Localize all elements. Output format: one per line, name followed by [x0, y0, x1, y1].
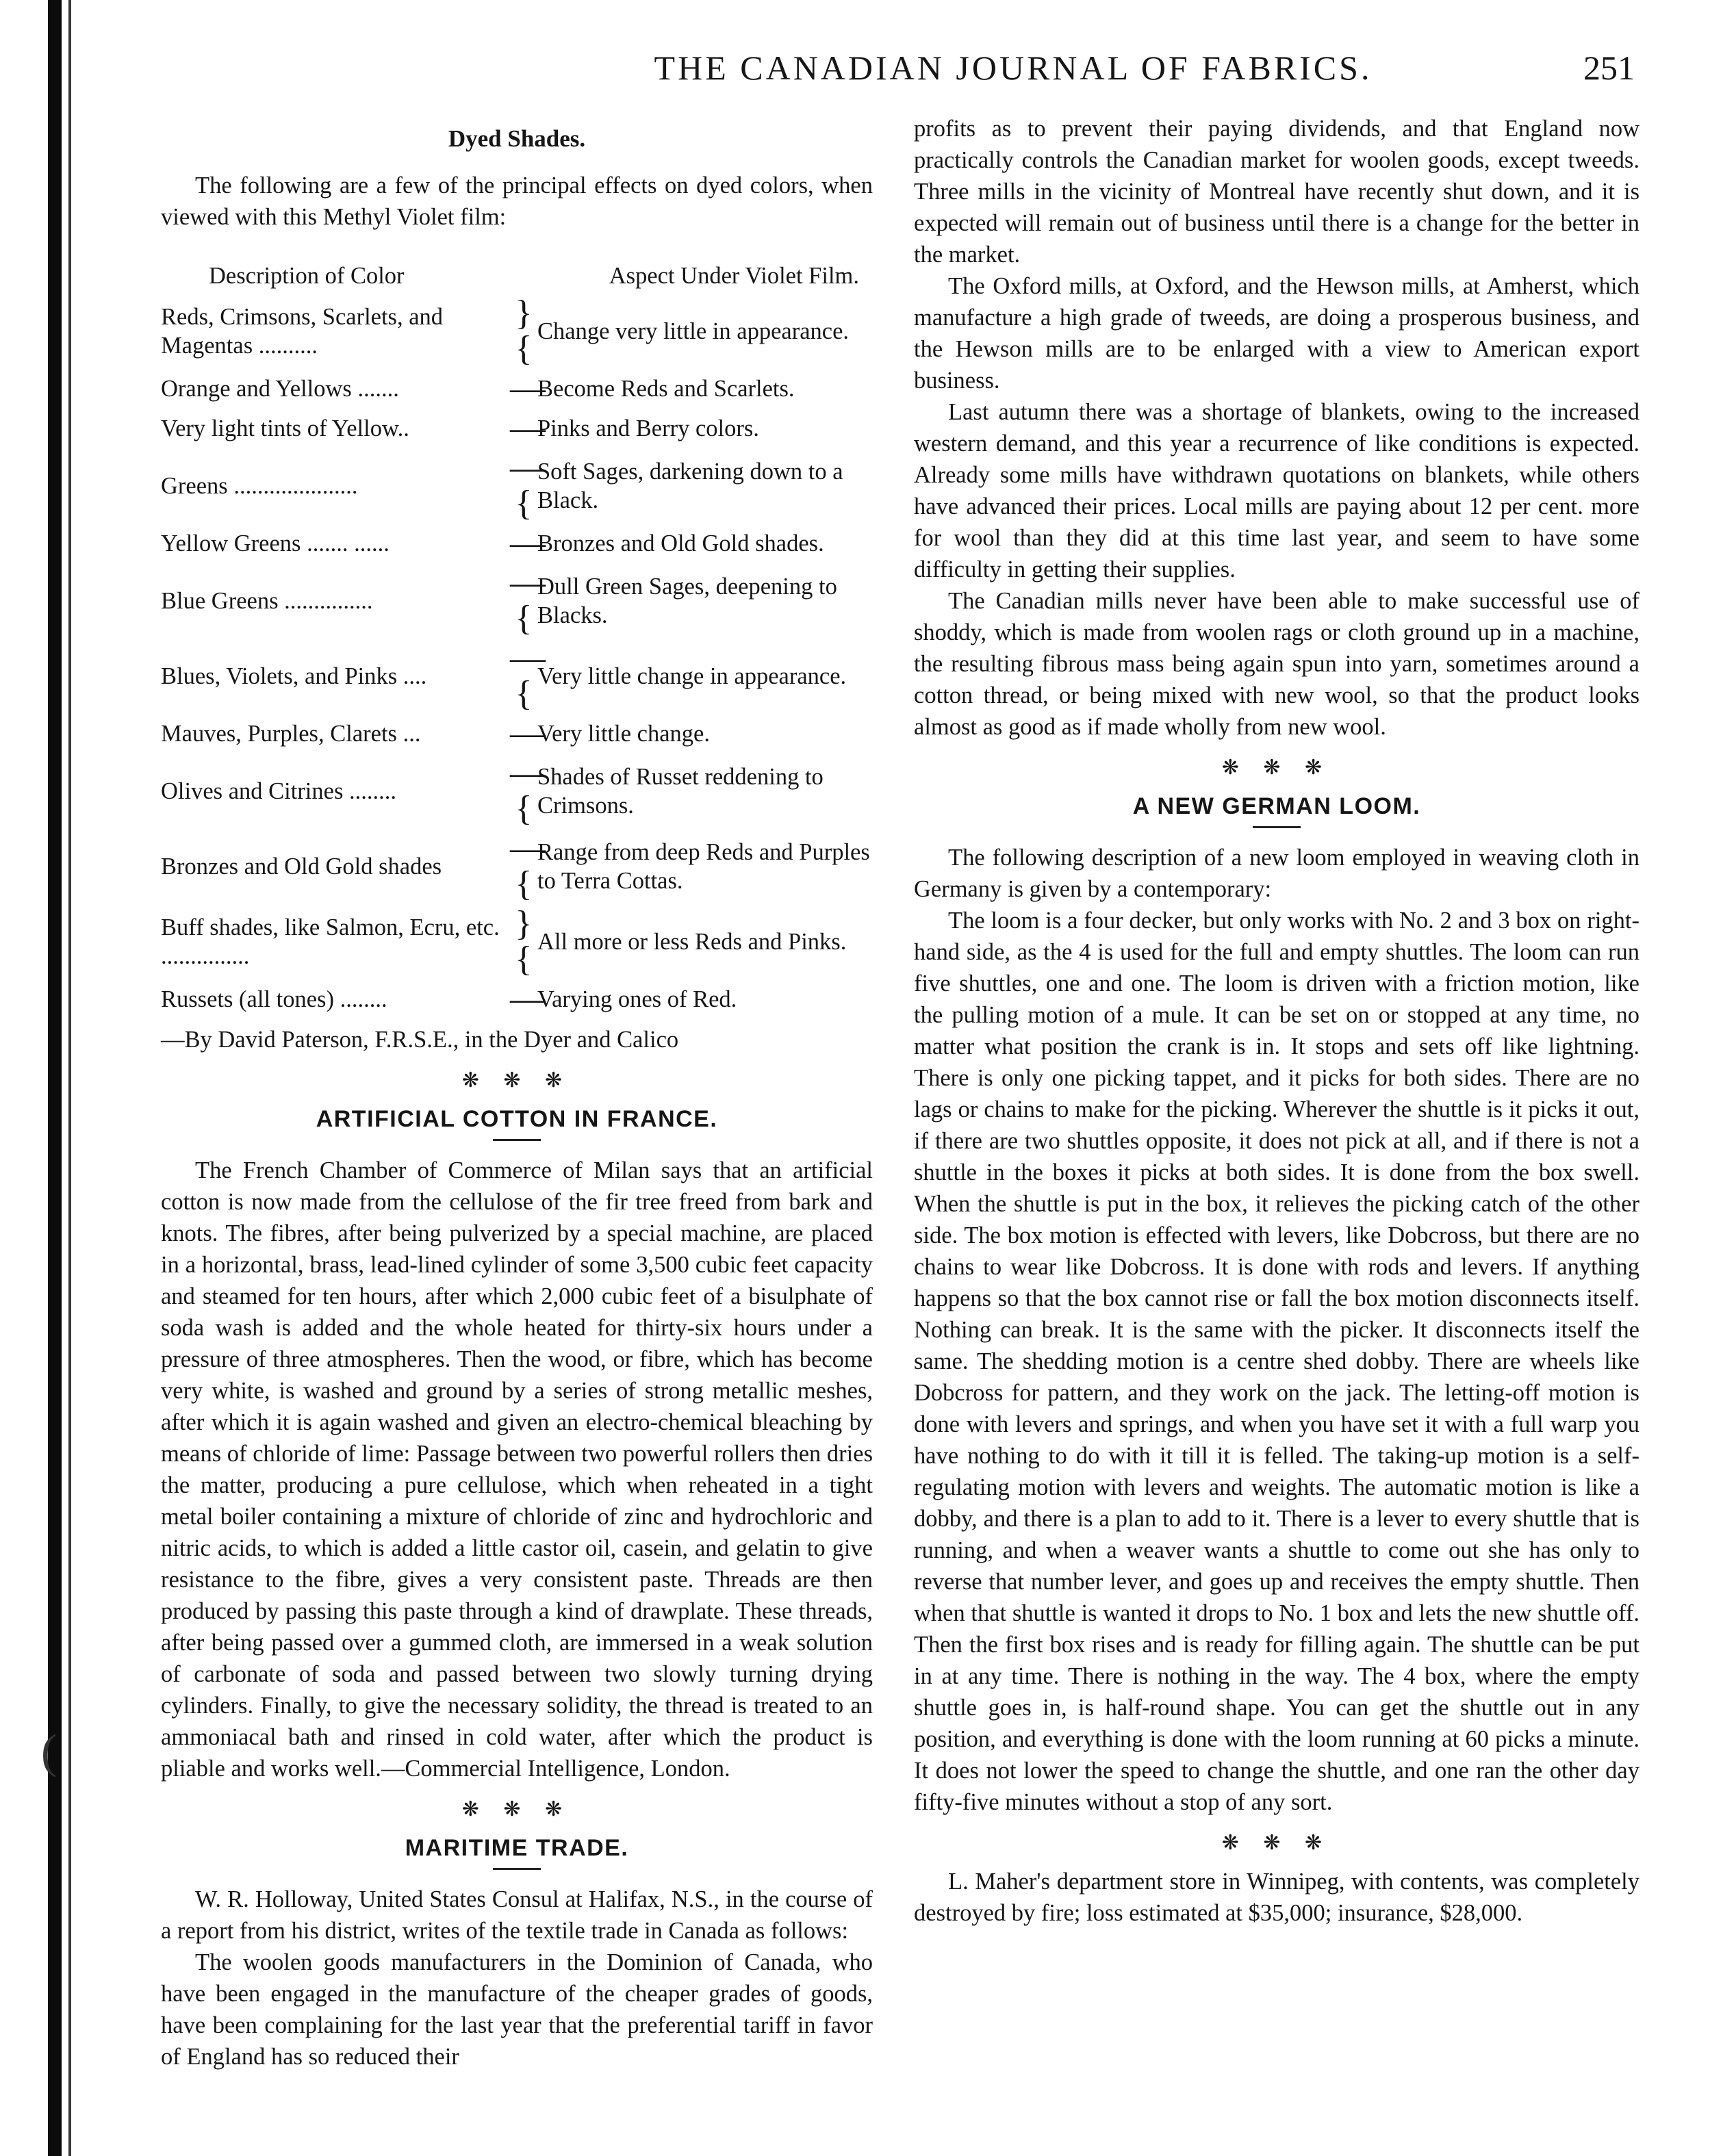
dye-aspect: Become Reds and Scarlets. — [537, 376, 795, 402]
title-rule — [1253, 826, 1301, 828]
maritime-trade-p1: W. R. Holloway, United States Consul at Halifax, N.S., in the course of a report from his district, writes of the textile trade in Canada as follows: — [161, 1886, 873, 1944]
dye-color: Bronzes and Old Gold shades — [161, 854, 442, 880]
section-ornament: ❋ ❋ ❋ — [1221, 1832, 1332, 1854]
dye-row — [161, 450, 873, 522]
dye-aspect: Bronzes and Old Gold shades. — [537, 530, 824, 556]
artificial-cotton-title: ARTIFICIAL COTTON IN FRANCE. — [316, 1106, 718, 1132]
dash-icon: — — [510, 714, 546, 753]
maritime-trade-p5: Last autumn there was a shortage of blankets, owing to the increased western demand, and this year a recurrence of like conditions is expected. Already some mills have withdrawn quotations on blankets, while others have advanced their prices. Local mills are paying about 12 per cent. more for wool than they did at this time last year, and seem to have some difficulty in getting their supplies. — [914, 399, 1639, 582]
fire-notice: L. Maher's department store in Winnipeg, with contents, was completely destroyed by fire; loss estimated at $35,000; insurance, $28,000. — [914, 1869, 1639, 1926]
dye-aspect: All more or less Reds and Pinks. — [537, 929, 847, 955]
dye-row — [161, 565, 873, 637]
dye-table-header — [168, 260, 873, 292]
dye-color: Blues, Violets, and Pinks .... — [161, 663, 427, 689]
page-number: 251 — [1583, 49, 1635, 87]
dye-aspect: Very little change. — [537, 721, 710, 747]
brace-icon: —{ — [510, 639, 546, 713]
section-ornament: ❋ ❋ ❋ — [461, 1069, 572, 1092]
brace-icon: —{ — [510, 448, 546, 523]
dye-color: Very light tints of Yellow.. — [161, 415, 409, 441]
dye-header-color: Description of Color — [209, 263, 405, 289]
title-rule — [493, 1139, 541, 1141]
brace-icon: —{ — [510, 829, 546, 903]
dash-icon: — — [510, 369, 546, 408]
brace-icon: }{ — [515, 294, 533, 368]
dash-icon: — — [510, 979, 546, 1018]
dye-color: Orange and Yellows ....... — [161, 376, 399, 402]
title-rule — [493, 1868, 541, 1870]
dye-row — [161, 641, 873, 712]
dye-aspect: Range from deep Reds and Purples to Terra Cottas. — [537, 839, 870, 894]
left-margin-rule — [48, 0, 62, 2156]
dye-aspect: Varying ones of Red. — [537, 986, 737, 1012]
dyed-shades-attribution: —By David Paterson, F.R.S.E., in the Dyer and Calico — [161, 1027, 679, 1053]
dye-row — [161, 526, 873, 561]
dyed-shades-title: Dyed Shades. — [448, 125, 586, 152]
section-ornament: ❋ ❋ ❋ — [1221, 756, 1332, 779]
dye-color: Buff shades, like Salmon, Ecru, etc. ............... — [161, 914, 500, 969]
dye-row — [161, 716, 873, 752]
dye-header-aspect: Aspect Under Violet Film. — [609, 263, 859, 289]
dye-color: Greens ..................... — [161, 473, 358, 499]
section-ornament: ❋ ❋ ❋ — [461, 1798, 572, 1821]
dye-color: Olives and Citrines ........ — [161, 778, 397, 804]
maritime-trade-title: MARITIME TRADE. — [405, 1835, 629, 1861]
brace-icon: —{ — [510, 754, 546, 828]
dye-color: Reds, Crimsons, Scarlets, and Magentas .......... — [161, 304, 444, 359]
artificial-cotton-body: The French Chamber of Commerce of Milan says that an artificial cotton is now made from the cellulose of the fir tree freed from bark and knots. The fibres, after being pulverized by a special machine, are placed in a horizontal, brass, lead-lined cylinder of some 3,500 cubic feet capacity and steamed for ten hours, after which 2,000 cubic feet of a bisulphate of soda wash is added and the whole heated for thirty-six hours under a pressure of three atmospheres. Then the wood, or fibre, which has become very white, is washed and ground by a series of strong metallic meshes, after which it is again washed and given an electro-chemical bleaching by means of chloride of lime: Passage between two powerful rollers then dries the matter, producing a pure cellulose, which when reheated in a tight metal boiler containing a mixture of chloride of zinc and hydrochloric and nitric acids, to which is added a little castor oil, casein, and gelatin to give resistance to the fibre, gives a very consistent paste. Threads are then produced by passing this paste through a kind of drawplate. These threads, after being passed over a gummed cloth, are immersed in a weak solution of carbonate of soda and passed between two slowly turning drying cylinders. Finally, to give the necessary solidity, the thread is treated to an ammoniacal bath and rinsed in cold water, after which the product is pliable and works well.—Commercial Intelligence, London. — [161, 1157, 873, 1782]
maritime-trade-p3: profits as to prevent their paying dividends, and that England now practically controls the Canadian market for woolen goods, except tweeds. Three mills in the vicinity of Montreal have recently shut down, and it is expected will remain out of business until there is a change for the better in the market. — [914, 116, 1639, 268]
dye-aspect: Pinks and Berry colors. — [537, 415, 759, 441]
running-title: THE CANADIAN JOURNAL OF FABRICS. — [654, 49, 1373, 87]
maritime-trade-p2: The woolen goods manufacturers in the Dominion of Canada, who have been engaged in the manufacture of the cheaper grades of goods, have been complaining for the last year that the preferential tariff in favor of England has so reduced their — [161, 1949, 873, 2070]
dye-color: Yellow Greens ....... ...... — [161, 530, 390, 556]
german-loom-p2: The loom is a four decker, but only works with No. 2 and 3 box on right-hand side, as the 4 is used for the full and empty shuttles. The loom can run five shuttles, one and one. The loom is driven with a friction motion, like the pulling motion of a mule. It can be set on or stopped at any time, no matter what position the crank is in. It stops and sets off like lightning. There is only one picking tappet, and it picks for both sides. There are no lags or chains to make for the picking. Wherever the shuttle is it picks it out, if there are two shuttles opposite, it does not pick at all, and if there is not a shuttle in the boxes it picks at both sides. It is done from the box swell. When the shuttle is put in the box, it relieves the picking catch of the other side. The box motion is effected with levers, like Dobcross, but there are no chains to wear like Dobcross. It is done with rods and levers. If anything happens so that the box cannot rise or fall the box motion disconnects itself. Nothing can break. It is the same with the picker. It disconnects itself the same. The shedding motion is a centre shed dobby. There are wheels like Dobcross for pattern, and they work on the jack. The letting-off motion is done with levers and springs, and when you have set it with a full warp you have nothing to do with it till it is felled. The taking-up motion is a self-regulating motion with levers and weights. The automatic motion is like a dobby, and there is a plan to add to it. There is a lever to every shuttle that is running, and when a weaver wants a shuttle to come out she has only to reverse that number lever, and goes up and receives the empty shuttle. Then when that shuttle is wanted it drops to No. 1 box and lets the new shuttle off. Then the first box rises and is ready for filling again. The shuttle can be put in at any time. There is nothing in the way. The 4 box, where the empty shuttle goes in, is half-round shape. You can get the shuttle out in any position, and everything is done with the loom running at 60 picks a minute. It does not lower the speed to change the shuttle, and one ran the other day fifty-five minutes without a stop of any sort. — [914, 908, 1639, 1815]
dye-color: Blue Greens ............... — [161, 588, 373, 614]
maritime-trade-p6: The Canadian mills never have been able to make successful use of shoddy, which is made from woolen rags or cloth ground up in a machine, the resulting fibrous mass being again spun into yarn, sometimes around a cotton thread, or being mixed with new wool, so that the product looks almost as good as if made wholly from new wool. — [914, 588, 1639, 740]
dye-aspect: Soft Sages, darkening down to a Black. — [537, 459, 843, 513]
dye-table — [161, 296, 873, 1017]
dye-aspect: Change very little in appearance. — [537, 318, 850, 344]
dye-row — [161, 371, 873, 407]
brace-icon: —{ — [510, 563, 546, 638]
dye-aspect: Dull Green Sages, deepening to Blacks. — [537, 574, 837, 628]
german-loom-title: A NEW GERMAN LOOM. — [1132, 793, 1421, 819]
dye-row — [161, 906, 873, 977]
dye-color: Russets (all tones) ........ — [161, 986, 387, 1012]
maritime-trade-p4: The Oxford mills, at Oxford, and the Hewson mills, at Amherst, which manufacture a high grade of tweeds, are doing a prosperous business, and the Hewson mills are to be enlarged with a view to American export business. — [914, 273, 1639, 394]
dye-row — [161, 981, 873, 1017]
dye-aspect: Very little change in appearance. — [537, 663, 847, 689]
dye-row — [161, 831, 873, 902]
left-column — [161, 116, 873, 2072]
dyed-shades-intro: The following are a few of the principal effects on dyed colors, when viewed with this Methyl Violet film: — [161, 172, 873, 230]
german-loom-p1: The following description of a new loom employed in weaving cloth in Germany is given by a contemporary: — [914, 845, 1639, 902]
left-margin-rule-thin — [68, 0, 71, 2156]
dash-icon: — — [510, 524, 546, 563]
brace-icon: }{ — [515, 904, 533, 979]
dash-icon: — — [510, 409, 546, 448]
right-column — [914, 113, 1639, 1929]
dye-color: Mauves, Purples, Clarets ... — [161, 721, 421, 747]
margin-mark: ( — [41, 1725, 58, 1778]
dye-aspect: Shades of Russet reddening to Crimsons. — [537, 764, 824, 819]
dye-row — [161, 296, 873, 367]
dye-row — [161, 756, 873, 827]
dye-row — [161, 411, 873, 446]
